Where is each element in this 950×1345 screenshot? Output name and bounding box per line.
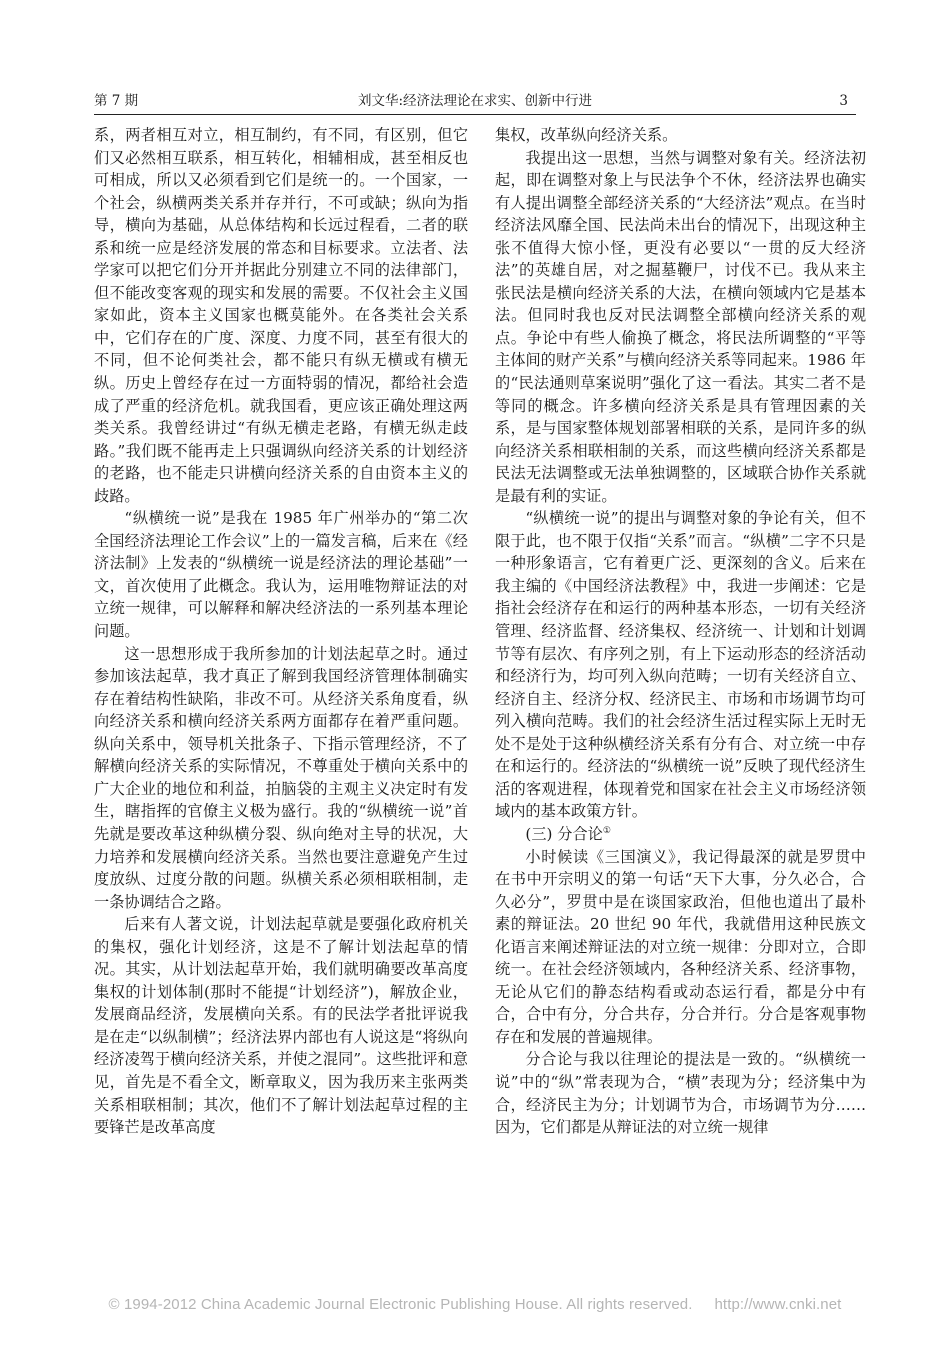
left-column [94,124,468,1139]
section-heading-text: (三) 分合论 [525,824,603,843]
paragraph: “纵横统一说”的提出与调整对象的争论有关，但不限于此，也不限于仅指“关系”而言。“纵横”二字不只是一种形象语言，它有着更广泛、更深刻的含义。后来在我主编的《中国经济法教程》中，我进一步阐述：它是指社会经济存在和运行的两种基本形态，一切有关经济管理、经济监督、经济集权、经济统一、计划和计划调节等有层次、有序列之别，有上下运动形态的经济活动和经济行为，均可列入纵向范畴；一切有关经济自立、经济自主、经济分权、经济民主、市场和市场调节均可列入横向范畴。我们的社会经济生活过程实际上无时无处不是处于这种纵横经济关系有分有合、对立统一中存在和运行的。经济法的“纵横统一说”反映了现代经济生活的客观进程，体现着党和国家在社会主义市场经济领域内的基本政策方针。 [495,509,866,821]
paragraph: 系，两者相互对立，相互制约，有不同，有区别，但它们又必然相互联系，相互转化，相辅相成，甚至相反也可相成，所以又必须看到它们是统一的。一个国家，一个社会，纵横两类关系并存并行，不可或缺；纵向为指导，横向为基础，从总体结构和长远过程看，二者的联系和统一应是经济发展的常态和目标要求。立法者、法学家可以把它们分开并据此分别建立不同的法律部门，但不能改变客观的现实和发展的需要。不仅社会主义国家如此，资本主义国家也概莫能外。在各类社会关系中，它们存在的广度、深度、力度不同，甚至有很大的不同，但不论何类社会，都不能只有纵无横或有横无纵。历史上曾经存在过一方面特弱的情况，都给社会造成了严重的经济危机。就我国看，更应该正确处理这两类关系。我曾经讲过“有纵无横走老路，有横无纵走歧路。”我们既不能再走上只强调纵向经济关系的计划经济的老路，也不能走只讲横向经济关系的自由资本主义的歧路。 [94,126,468,505]
paragraph: 我提出这一思想，当然与调整对象有关。经济法初起，即在调整对象上与民法争个不休，经济法界也确实有人提出调整全部经济关系的“大经济法”观点。在当时经济法风靡全国、民法尚未出台的情况下，出现这种主张不值得大惊小怪，更没有必要以“一贯的反大经济法”的英雄自居，对之掘墓鞭尸，讨伐不已。我从来主张民法是横向经济关系的大法，在横向领域内它是基本法。但同时我也反对民法调整全部横向经济关系的观点。争论中有些人偷换了概念，将民法所调整的“平等主体间的财产关系”与横向经济关系等同起来。1986 年的“民法通则草案说明”强化了这一看法。其实二者不是等同的概念。许多横向经济关系是具有管理因素的关系，是与国家整体规划部署相联的关系，是同许多的纵向经济关系相联相制的关系，而这些横向经济关系都是民法无法调整或无法单独调整的，区域联合协作关系就是最有利的实证。 [495,148,866,505]
copyright-footer [0,1296,950,1313]
paragraph: 后来有人著文说，计划法起草就是要强化政府机关的集权，强化计划经济，这是不了解计划法起草的情况。其实，从计划法起草开始，我们就明确要改革高度集权的计划体制(那时不能提“计划经济”)，解放企业，发展商品经济，发展横向关系。有的民法学者批评说我是在走“以纵制横”；经济法界内部也有人说这是“将纵向经济凌驾于横向经济关系，并使之混同”。这些批评和意见，首先是不看全文，断章取义，因为我历来主张两类关系相联相制；其次，他们不了解计划法起草过程的主要锋芒是改革高度 [94,915,468,1137]
running-title: 刘文华:经济法理论在求实、创新中行进 [357,93,593,109]
right-column [495,124,866,1139]
page-number: 3 [839,93,848,109]
running-header [94,88,856,115]
issue-number: 第 7 期 [94,93,139,109]
paragraph: 分合论与我以往理论的提法是一致的。“纵横统一说”中的“纵”常表现为合，“横”表现为分；经济集中为合，经济民主为分；计划调节为合，市场调节为分……因为，它们都是从辩证法的对立统一规律 [495,1050,866,1137]
footnote-marker[interactable]: ① [602,825,611,836]
paragraph: 集权，改革纵向经济关系。 [495,126,678,144]
paragraph: “纵横统一说”是我在 1985 年广州举办的“第二次全国经济法理论工作会议”上的一篇发言稿，后来在《经济法制》上发表的“纵横统一说是经济法的理论基础”一文，首次使用了此概念。我认为，运用唯物辩证法的对立统一规律，可以解释和解决经济法的一系列基本理论问题。 [94,509,468,641]
paragraph: 这一思想形成于我所参加的计划法起草之时。通过参加该法起草，我才真正了解到我国经济管理体制确实存在着结构性缺陷，非改不可。从经济关系角度看，纵向经济关系和横向经济关系两方面都存在着严重问题。纵向关系中，领导机关批条子、下指示管理经济，不了解横向经济关系的实际情况，不尊重处于横向关系中的广大企业的地位和利益，拍脑袋的主观主义决定时有发生，瞎指挥的官僚主义极为盛行。我的“纵横统一说”首先就是要改革这种纵横分裂、纵向绝对主导的状况，大力培养和发展横向经济关系。当然也要注意避免产生过度放纵、过度分散的问题。纵横关系必须相联相制，走一条协调结合之路。 [94,644,468,911]
paragraph: 小时候读《三国演义》，我记得最深的就是罗贯中在书中开宗明义的第一句话“天下大事，分久必合，合久必分”，罗贯中是在谈国家政治，但他也道出了最朴素的辩证法。20 世纪 90 年代，我就借用这种民族文化语言来阐述辩证法的对立统一规律：分即对立，合即统一。在社会经济领域内，各种经济关系、经济事物，无论从它们的静态结构看或动态运行看，都是分中有合，合中有分，分合共存，分合并行。分合是客观事物存在和发展的普遍规律。 [495,847,866,1046]
footer-url[interactable]: http://www.cnki.net [714,1296,842,1313]
copyright-text: © 1994-2012 China Academic Journal Electronic Publishing House. All rights reserved. [108,1296,693,1313]
section-heading [495,823,866,846]
